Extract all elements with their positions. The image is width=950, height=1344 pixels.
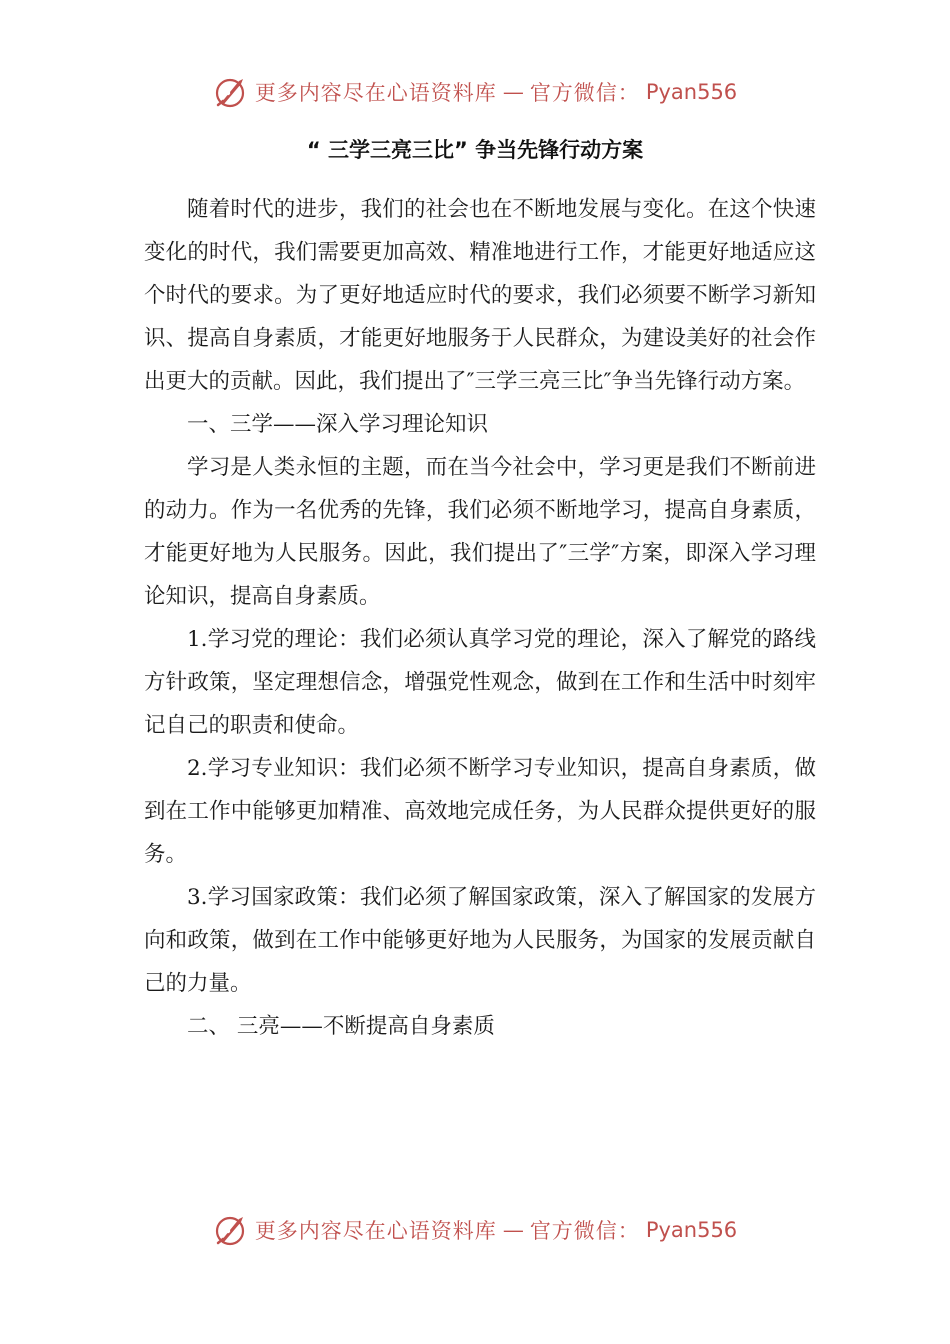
section-heading-1: 一、三学——深入学习理论知识 — [187, 412, 489, 437]
footer-watermark — [0, 1210, 950, 1250]
watermark-account: Pyan556 — [645, 80, 738, 104]
watermark-text: 更多内容尽在心语资料库 — [254, 1219, 497, 1243]
document-body — [144, 188, 816, 1048]
watermark-account: Pyan556 — [645, 1218, 738, 1242]
document-title: “ 三学三亮三比” 争当先锋行动方案 — [306, 138, 644, 162]
paragraph-intro: 随着时代的进步，我们的社会也在不断地发展与变化。在这个快速变化的时代，我们需要更加高效、精准地进行工作，才能更好地适应这个时代的要求。为了更好地适应时代的要求，我们必须要不断学习新知识、提高自身素质，才能更好地服务于人民群众，为建设美好的社会作出更大的贡献。因此，我们提出了″三学三亮三比″争当先锋行动方案。 — [144, 197, 816, 394]
watermark-separator: — — [502, 80, 524, 104]
list-item-1: 1.学习党的理论：我们必须认真学习党的理论，深入了解党的路线方针政策，坚定理想信念，增强党性观念，做到在工作和生活中时刻牢记自己的职责和使命。 — [144, 627, 816, 738]
watermark-text: 更多内容尽在心语资料库 — [254, 81, 497, 105]
header-watermark — [0, 72, 950, 112]
watermark-label: 官方微信： — [529, 1219, 640, 1243]
list-item-3: 3.学习国家政策：我们必须了解国家政策，深入了解国家的发展方向和政策，做到在工作中能够更好地为人民服务，为国家的发展贡献自己的力量。 — [144, 885, 816, 996]
quill-pen-logo-icon — [213, 1212, 249, 1248]
quill-pen-logo-icon — [213, 74, 249, 110]
section-heading-2: 二、 三亮——不断提高自身素质 — [187, 1014, 495, 1039]
watermark-separator: — — [502, 1218, 524, 1242]
list-item-2: 2.学习专业知识：我们必须不断学习专业知识，提高自身素质，做到在工作中能够更加精准、高效地完成任务，为人民群众提供更好的服务。 — [144, 756, 816, 867]
watermark-label: 官方微信： — [529, 81, 640, 105]
paragraph-section-1: 学习是人类永恒的主题，而在当今社会中，学习更是我们不断前进的动力。作为一名优秀的先锋，我们必须不断地学习，提高自身素质，才能更好地为人民服务。因此，我们提出了″三学″方案，即深入学习理论知识，提高自身素质。 — [144, 455, 816, 609]
